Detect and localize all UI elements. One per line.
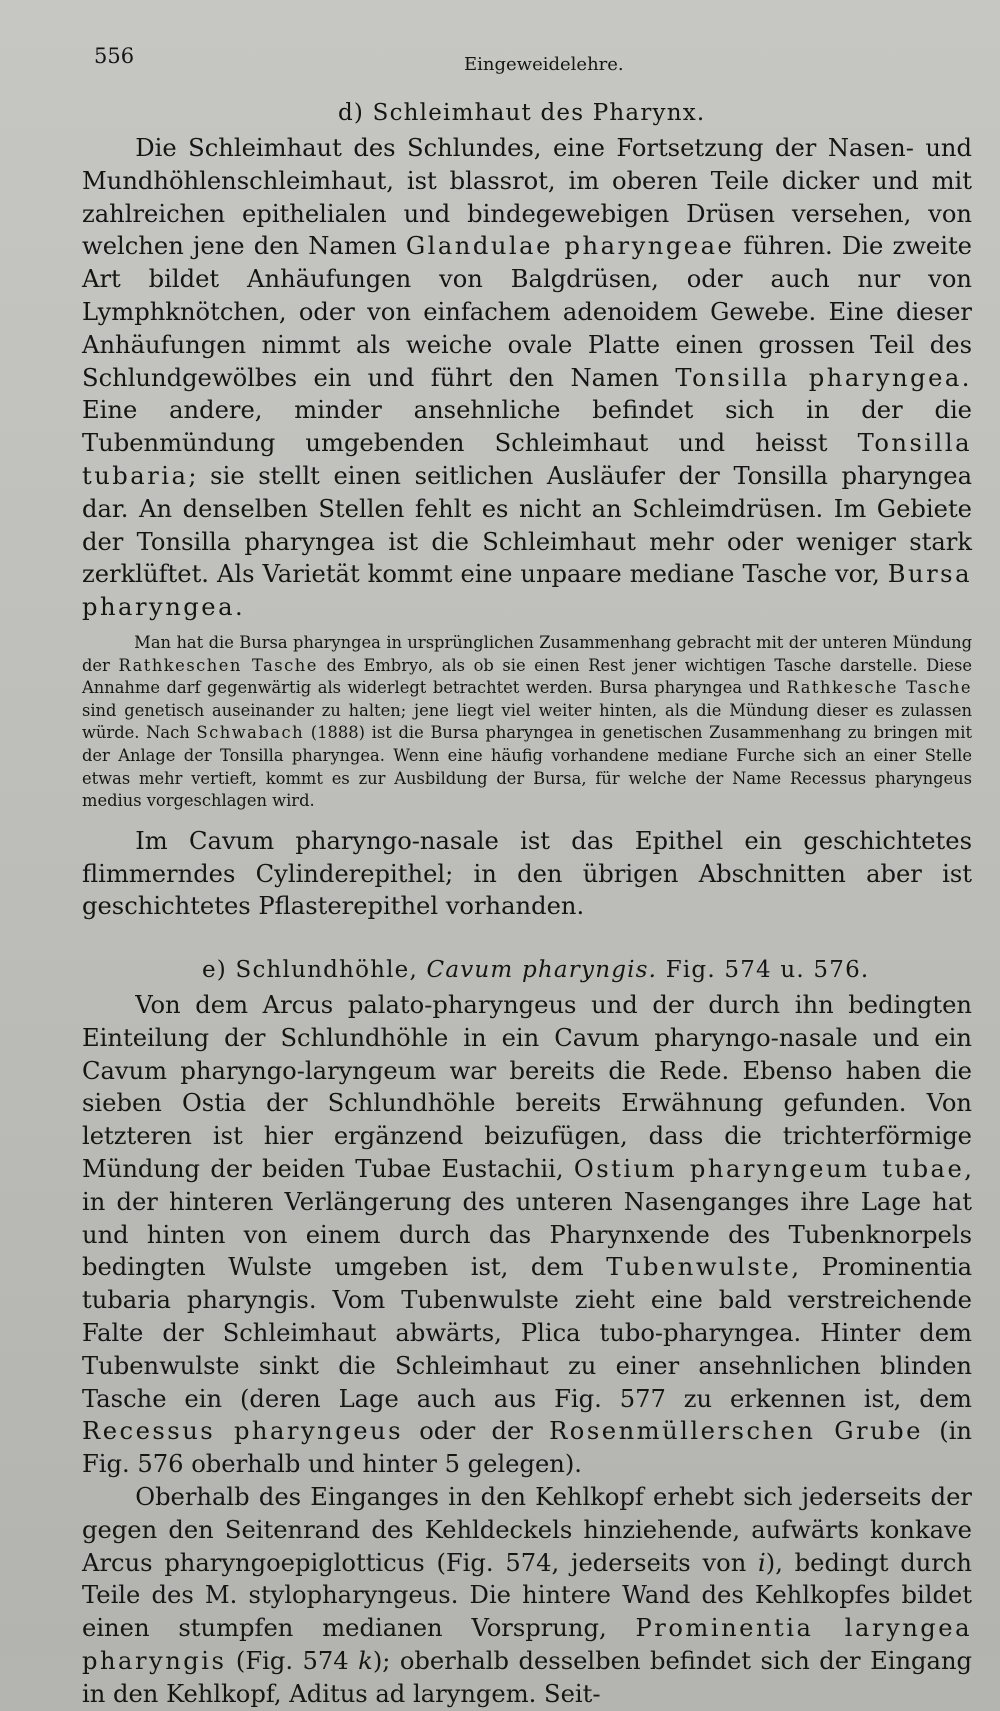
term-recessus-pharyngeus: Recessus pharyngeus [82, 1417, 404, 1446]
section-heading-d: d) Schleimhaut des Pharynx. [338, 100, 706, 126]
running-head: Eingeweidelehre. [464, 54, 624, 75]
term-bursa-pharyngea: Bursa pharyngea [82, 560, 972, 622]
page-header [94, 44, 940, 84]
paragraph-mucosa: Die Schleimhaut des Schlundes, eine Fortsetzung der Nasen- und Mundhöhlenschleimhaut, ist blassrot, im oberen Teile dicker und mit zahlreichen epithelialen und bindegewebigen Drüsen versehen, von welchen jene den Namen Glandulae pharyngeae führen. Die zweite Art bildet Anhäufungen von Balgdrüsen, oder auch nur von Lymphknötchen, oder von einfachem adenoidem Gewebe. Eine dieser Anhäufungen nimmt als weiche ovale Platte einen grossen Teil des Schlundgewölbes ein und führt den Namen Tonsilla pharyngea. Eine andere, minder ansehnliche befindet sich in der die Tubenmündung umgebenden Schleimhaut und heisst Tonsilla tubaria; sie stellt einen seitlichen Ausläufer der Tonsilla pharyngea dar. An denselben Stellen fehlt es nicht an Schleimdrüsen. Im Gebiete der Tonsilla pharyngea ist die Schleimhaut mehr oder weniger stark zerklüftet. Als Varietät kommt eine unpaare mediane Tasche vor, Bursa pharyngea. [82, 134, 972, 622]
page-number: 556 [94, 44, 135, 68]
term-glandulae-pharyngeae: Glandulae pharyngeae [405, 232, 735, 261]
term-tubenwulst: Tubenwulste [606, 1253, 792, 1282]
paragraph-epithel: Im Cavum pharyngo-nasale ist das Epithel ein geschichtetes flimmerndes Cylinderepithel; in den übrigen Abschnitten aber ist geschichtetes Pflasterepithel vorhanden. [82, 826, 972, 921]
paragraph-schlundhoehle: Von dem Arcus palato-pharyngeus und der durch ihn bedingten Einteilung der Schlundhöhle in ein Cavum pharyngo-nasale und ein Cavum pharyngo-laryngeum war bereits die Rede. Ebenso haben die sieben Ostia der Schlundhöhle bereits Erwähnung gefunden. Von letzteren ist hier ergänzend beizufügen, dass die trichterförmige Mündung der beiden Tubae Eustachii, Ostium pharyngeum tubae, in der hinteren Verlängerung des unteren Nasenganges ihre Lage hat und hinten von einem durch das Pharynxende des Tubenknorpels bedingten Wulste umgeben ist, dem Tubenwulste, Prominentia tubaria pharyngis. Vom Tubenwulste zieht eine bald verstreichende Falte der Schleimhaut abwärts, Plica tubo-pharyngea. Hinter dem Tubenwulste sinkt die Schleimhaut zu einer ansehnlichen blinden Tasche ein (deren Lage auch aus Fig. 577 zu erkennen ist, dem Recessus pharyngeus oder der Rosenmüllerschen Grube (in Fig. 576 oberhalb und hinter 5 gelegen). [82, 991, 973, 1479]
term-tonsilla-tubaria: Tonsilla tubaria [82, 429, 972, 490]
term-rosenmueller: Rosenmüller [549, 1417, 732, 1446]
page-content [82, 100, 972, 1711]
footnote-bursa: Man hat die Bursa pharyngea in ursprünglichen Zusammenhang gebracht mit der unteren Mündung der Rathkeschen Tasche des Embryo, als ob sie einen Rest jener wichtigen Tasche darstelle. Diese Annahme darf gegenwärtig als widerlegt betrachtet werden. Bursa pharyngea und Rathkesche Tasche sind genetisch auseinander zu halten; jene liegt viel weiter hinten, als die Mündung dieser es zulassen würde. Nach Schwabach (1888) ist die Bursa pharyngea in genetischen Zusammenhang zu bringen mit der Anlage der Tonsilla pharyngea. Wenn eine häufig vorhandene mediane Furche sich an einer Stelle etwas mehr vertieft, kommt es zur Ausbildung der Bursa, für welche der Name Recessus pharyngeus medius vorgeschlagen wird. [82, 632, 972, 811]
term-prominentia-laryngea: Prominentia laryngea pharyngis [82, 1614, 972, 1676]
term-ostium-pharyngeum-tubae: Ostium pharyngeum tubae [573, 1155, 965, 1184]
section-heading-e: e) Schlundhöhle, Cavum pharyngis. Fig. 574 u. 576. [202, 957, 870, 984]
term-tonsilla-pharyngea: Tonsilla pharyngea. [675, 363, 972, 392]
paragraph-kehlkopf-eingang: Oberhalb des Einganges in den Kehlkopf erhebt sich jederseits der gegen den Seitenrand des Kehldeckels hinziehende, aufwärts konkave Arcus pharyngoepiglotticus (Fig. 574, jederseits von i), bedingt durch Teile des M. stylopharyngeus. Die hintere Wand des Kehlkopfes bildet einen stumpfen medianen Vorsprung, Prominentia laryngea pharyngis (Fig. 574 k); oberhalb desselben befindet sich der Eingang in den Kehlkopf, Aditus ad laryngem. Seit- [82, 1483, 973, 1708]
